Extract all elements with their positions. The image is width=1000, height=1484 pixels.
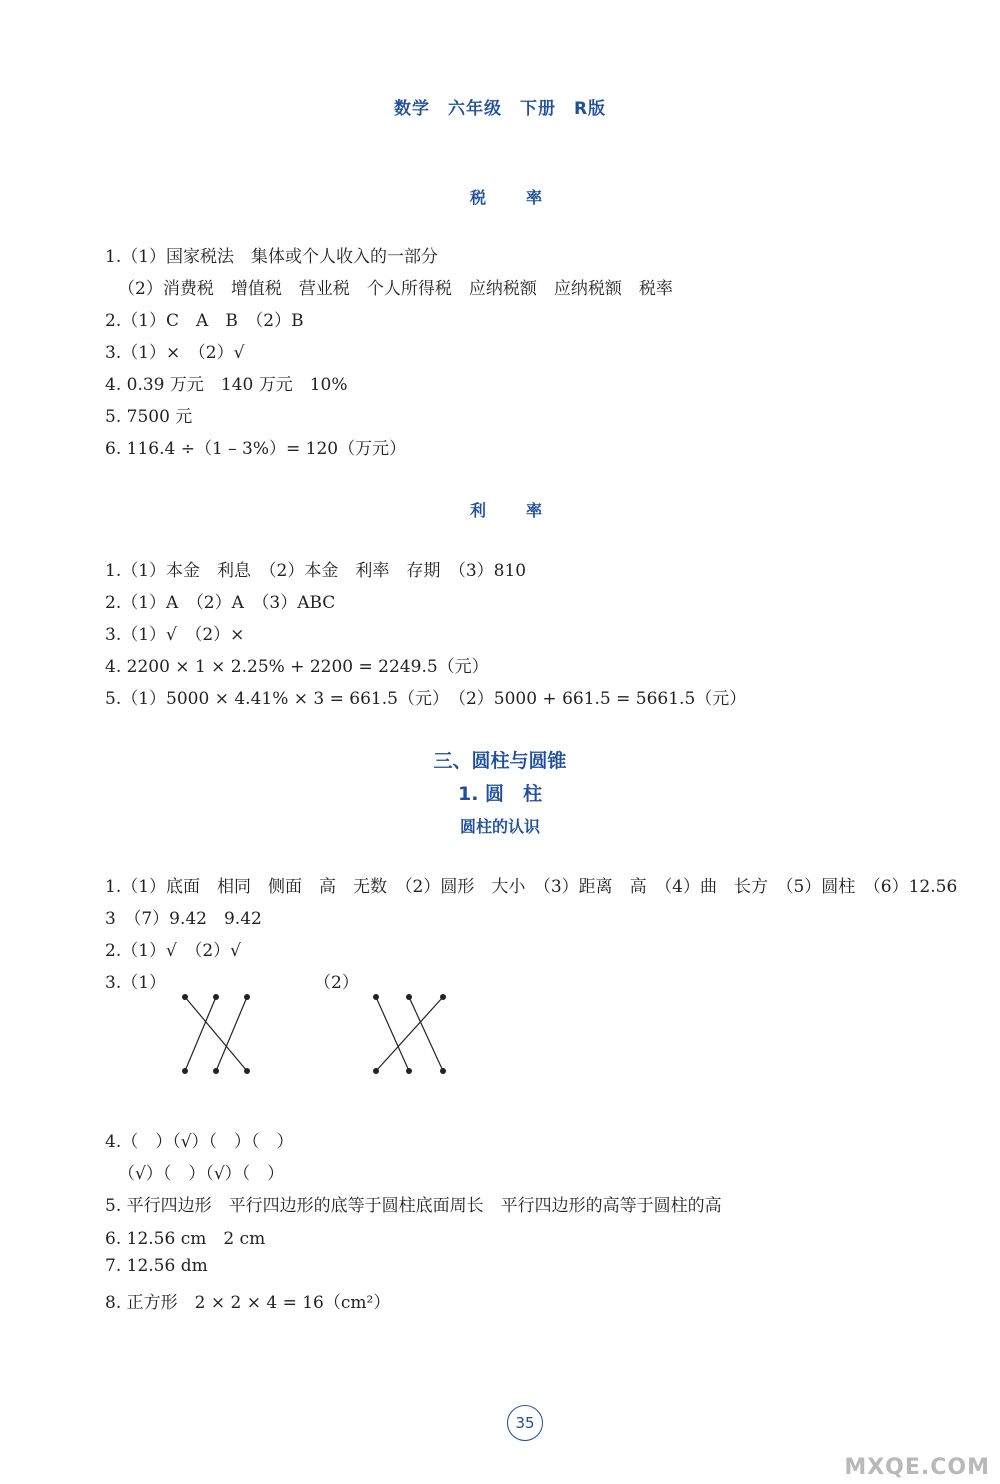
answer-line: 6. 116.4 ÷（1 – 3%）= 120（万元） <box>105 439 407 459</box>
answer-line: 8. 正方形 2 × 2 × 4 = 16（cm²） <box>105 1293 391 1313</box>
answer-line: 2.（1）√ （2）√ <box>105 941 242 961</box>
answer-line: 1.（1）底面 相同 侧面 高 无数 （2）圆形 大小 （3）距离 高 （4）曲 长方 （5）圆柱 （6）12.56 <box>105 877 958 897</box>
answer-line: （√）（ ）（√）（ ） <box>118 1164 285 1184</box>
answer-line: 5. 平行四边形 平行四边形的底等于圆柱底面周长 平行四边形的高等于圆柱的高 <box>105 1196 722 1216</box>
matching-diagram-2 <box>366 988 456 1078</box>
chapter-subtitle: 1. 圆 柱 <box>457 783 543 805</box>
chapter-title: 三、圆柱与圆锥 <box>433 750 567 772</box>
answer-line: （2）消费税 增值税 营业税 个人所得税 应纳税额 应纳税额 税率 <box>118 279 673 299</box>
answer-line: 4. 2200 × 1 × 2.25% + 2200 = 2249.5（元） <box>105 657 489 677</box>
answer-line: 1.（1）国家税法 集体或个人收入的一部分 <box>105 247 439 267</box>
answer-line: 6. 12.56 cm 2 cm <box>105 1229 266 1249</box>
answer-line: 7. 12.56 dm <box>105 1256 208 1276</box>
answer-line: 5.（1）5000 × 4.41% × 3 = 661.5（元） （2）5000 + 661.5 = 5661.5（元） <box>105 689 747 709</box>
answer-line: 2.（1）A （2）A （3）ABC <box>105 593 336 613</box>
answer-line: 5. 7500 元 <box>105 407 193 427</box>
answer-line: 4. 0.39 万元 140 万元 10% <box>105 375 348 395</box>
chapter-subsubtitle: 圆柱的认识 <box>459 817 540 836</box>
answer-line: 4.（ ）（√）（ ）（ ） <box>105 1132 294 1152</box>
section-title-tax: 税 率 <box>469 188 554 207</box>
answer-line: 3.（1）× （2）√ <box>105 343 245 363</box>
answer-line: （2） <box>314 973 359 993</box>
answer-line: 1.（1）本金 利息 （2）本金 利率 存期 （3）810 <box>105 561 527 581</box>
answer-line: 3.（1） <box>105 973 167 993</box>
watermark: MXQE.COM <box>844 1455 990 1480</box>
answer-line: 3.（1）√ （2）× <box>105 625 245 645</box>
matching-diagram-1 <box>175 988 265 1078</box>
section-title-interest: 利 率 <box>469 501 554 520</box>
answer-line: 3 （7）9.42 9.42 <box>105 909 262 929</box>
page-header: 数学 六年级 下册 R版 <box>393 99 607 119</box>
answer-line: 2.（1）C A B （2）B <box>105 311 304 331</box>
page-number: 35 <box>507 1405 543 1441</box>
